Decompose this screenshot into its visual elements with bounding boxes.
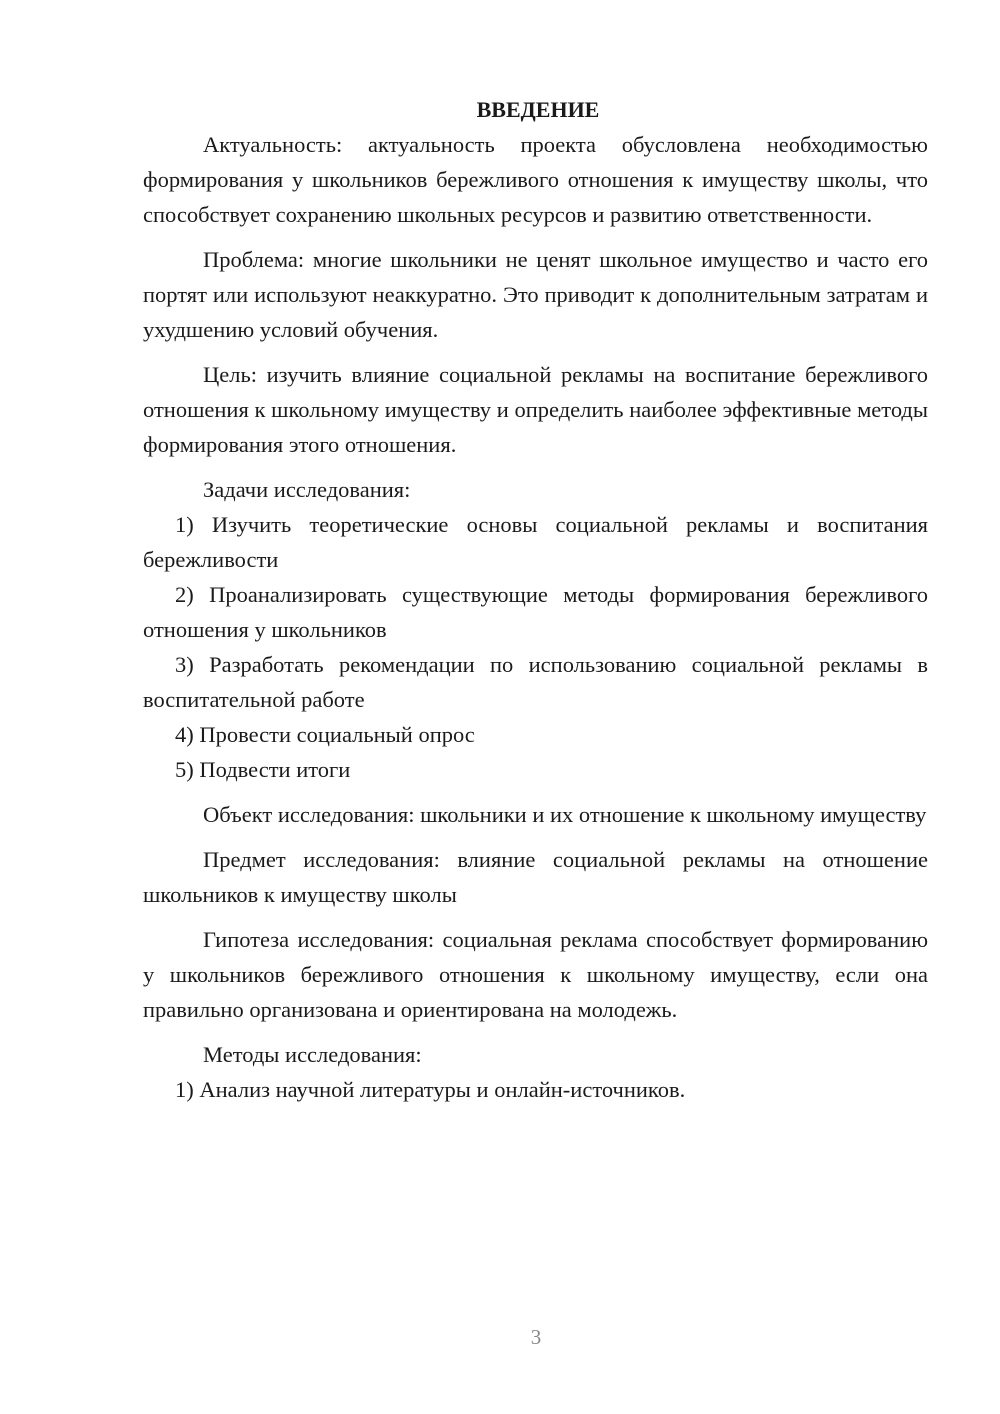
- goal-paragraph: Цель: изучить влияние социальной рекламы на воспитание бережливого отношения к школьному имуществу и определить наиболее эффективные методы формирования этого отношения.: [143, 362, 928, 457]
- page-content: [143, 92, 928, 1107]
- problem-paragraph: Проблема: многие школьники не ценят школьное имущество и часто его портят или используют неаккуратно. Это приводит к дополнительным затратам и ухудшению условий обучения.: [143, 247, 928, 342]
- methods-title: Методы исследования:: [203, 1042, 422, 1067]
- task-item-5: 5) Подвести итоги: [175, 757, 351, 782]
- method-item-1: 1) Анализ научной литературы и онлайн-источников.: [175, 1077, 686, 1102]
- task-item-3: 3) Разработать рекомендации по использованию социальной рекламы в воспитательной работе: [143, 652, 928, 712]
- task-item-2: 2) Проанализировать существующие методы формирования бережливого отношения у школьников: [143, 582, 928, 642]
- page-number: 3: [530, 1325, 542, 1349]
- subject-paragraph: Предмет исследования: влияние социальной рекламы на отношение школьников к имуществу школы: [143, 847, 928, 907]
- relevance-paragraph: Актуальность: актуальность проекта обусловлена необходимостью формирования у школьников бережливого отношения к имуществу школы, что способствует сохранению школьных ресурсов и развитию ответственности.: [143, 132, 928, 227]
- task-item-1: 1) Изучить теоретические основы социальной рекламы и воспитания бережливости: [143, 512, 928, 572]
- tasks-title: Задачи исследования:: [203, 477, 411, 502]
- hypothesis-paragraph: Гипотеза исследования: социальная реклама способствует формированию у школьников бережливого отношения к школьному имуществу, если она правильно организована и ориентирована на молодежь.: [143, 927, 928, 1022]
- object-paragraph: Объект исследования: школьники и их отношение к школьному имуществу: [203, 802, 927, 827]
- section-heading: ВВЕДЕНИЕ: [476, 97, 600, 122]
- task-item-4: 4) Провести социальный опрос: [175, 722, 475, 747]
